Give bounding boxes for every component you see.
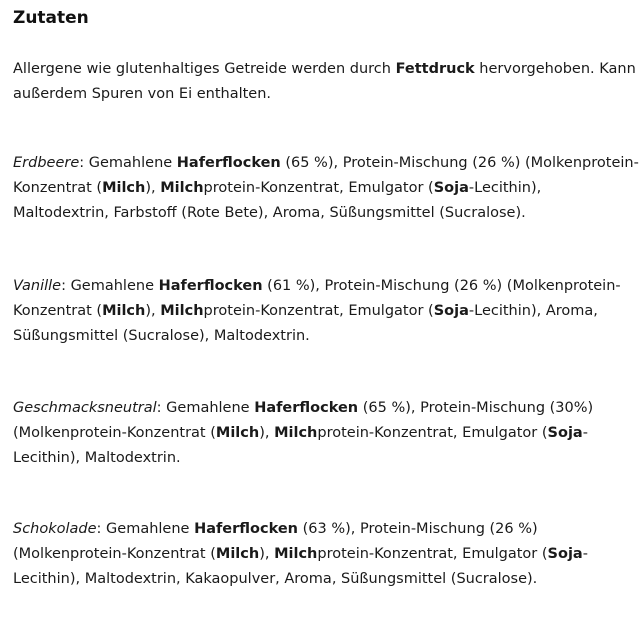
ingredient-text: : Gemahlene [96, 521, 195, 537]
ingredient-text: protein-Konzentrat, Emulgator ( [317, 546, 548, 562]
ingredient-text: : Gemahlene [61, 278, 159, 294]
ingredient-text: ), [145, 303, 161, 319]
ingredient-text: -Lecithin), Maltodextrin. [13, 425, 588, 466]
ingredient-text: protein-Konzentrat, Emulgator ( [203, 303, 434, 319]
flavor-ingredients-vanille [13, 274, 641, 349]
ingredient-text: ), [259, 546, 275, 562]
allergen-notice-bold: Fettdruck [395, 61, 475, 77]
ingredient-text: -Lecithin), Aroma, Süßungsmittel (Sucralose), Maltodextrin. [13, 303, 598, 344]
ingredient-text: protein-Konzentrat, Emulgator ( [203, 180, 434, 196]
ingredient-text: : Gemahlene [156, 400, 255, 416]
ingredient-text: (65 %), Protein-Mischung (30%) (Molkenprotein-Konzentrat ( [13, 400, 594, 441]
allergen-highlight: Haferflocken [254, 400, 359, 416]
allergen-highlight: Milch [102, 303, 146, 319]
allergen-highlight: Milch [102, 180, 146, 196]
ingredient-text: (63 %), Protein-Mischung (26 %) (Molkenprotein-Konzentrat ( [13, 521, 538, 562]
allergen-highlight: Soja [433, 180, 469, 196]
flavor-ingredients-schokolade [13, 517, 641, 592]
flavor-name: Vanille [13, 278, 62, 294]
ingredient-text: -Lecithin), Maltodextrin, Farbstoff (Rote Bete), Aroma, Süßungsmittel (Sucralose). [13, 180, 542, 221]
allergen-highlight: Soja [547, 546, 583, 562]
allergen-highlight: Soja [433, 303, 469, 319]
ingredient-text: (61 %), Protein-Mischung (26 %) (Molkenprotein-Konzentrat ( [13, 278, 621, 319]
flavor-name: Erdbeere [13, 155, 80, 171]
allergen-highlight: Milch [274, 425, 318, 441]
allergen-notice-text-1: Allergene wie glutenhaltiges Getreide werden durch [13, 61, 396, 77]
allergen-highlight: Soja [547, 425, 583, 441]
ingredient-text: protein-Konzentrat, Emulgator ( [317, 425, 548, 441]
ingredient-text: : Gemahlene [79, 155, 177, 171]
ingredient-text: ), [259, 425, 275, 441]
flavor-ingredients-geschmacksneutral [13, 396, 641, 471]
allergen-highlight: Haferflocken [158, 278, 263, 294]
section-title: Zutaten [13, 8, 89, 28]
allergen-notice-text-2: hervorgehoben. Kann außerdem Spuren von Ei enthalten. [13, 61, 636, 102]
allergen-notice [13, 57, 641, 106]
ingredient-text: ), [145, 180, 161, 196]
allergen-highlight: Milch [215, 546, 260, 562]
ingredient-text: (65 %), Protein-Mischung (26 %) (Molkenprotein-Konzentrat ( [13, 155, 639, 196]
allergen-highlight: Milch [160, 303, 204, 319]
allergen-highlight: Haferflocken [194, 521, 299, 537]
allergen-highlight: Haferflocken [176, 155, 281, 171]
ingredient-text: -Lecithin), Maltodextrin, Kakaopulver, Aroma, Süßungsmittel (Sucralose). [13, 546, 588, 587]
allergen-highlight: Milch [274, 546, 318, 562]
flavor-name: Geschmacksneutral [13, 400, 157, 416]
flavor-name: Schokolade [13, 521, 97, 537]
allergen-highlight: Milch [160, 180, 204, 196]
flavor-ingredients-erdbeere [13, 151, 641, 226]
allergen-highlight: Milch [215, 425, 260, 441]
